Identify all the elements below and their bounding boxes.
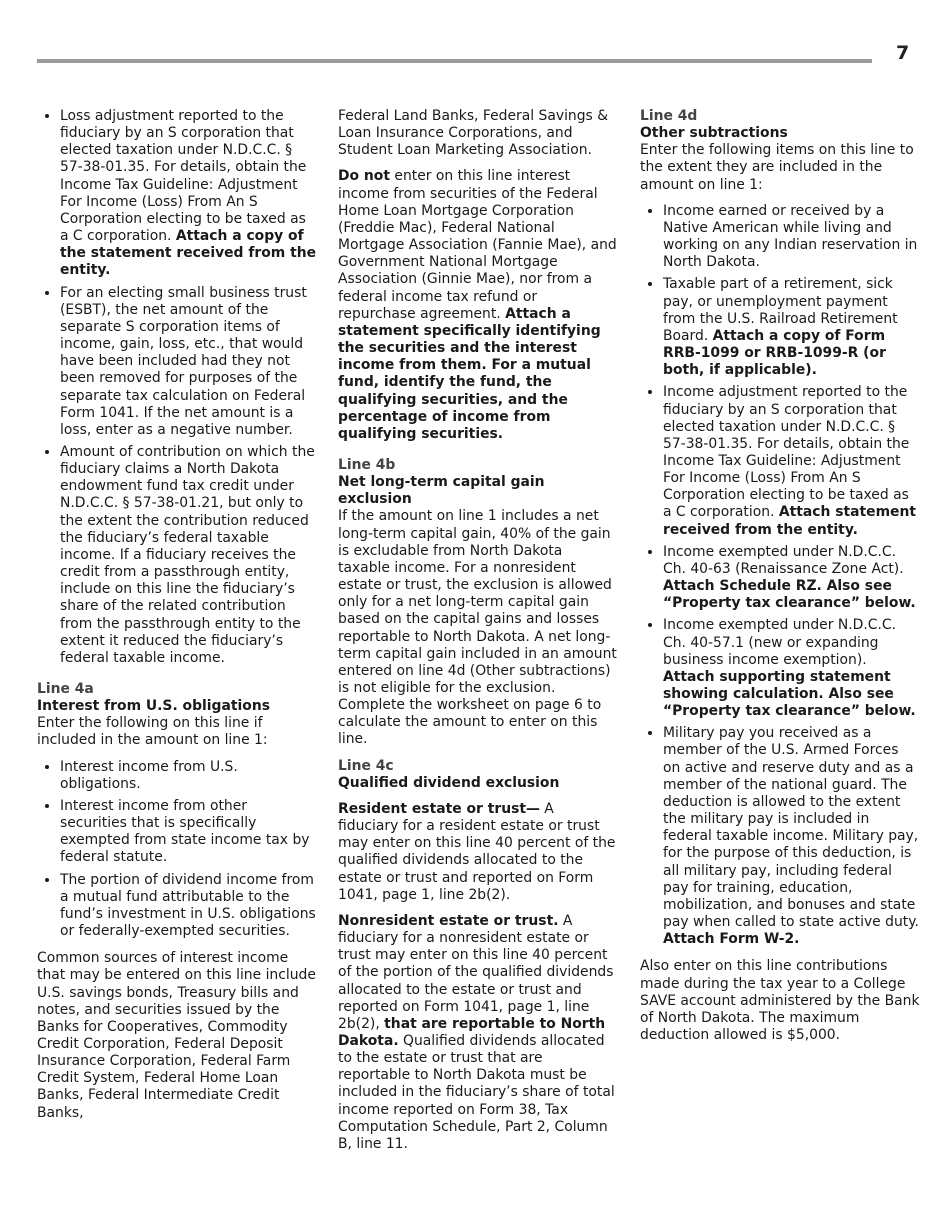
column-1: [37, 108, 317, 1131]
paragraph: Do not enter on this line interest income from securities of the Federal Home Loan Mortgage Corporation (Freddie Mac), Federal National Mortgage Association (Fannie Mae), and Government National Mortgage Association (Ginnie Mae), nor from a federal income tax refund or repurchase agreement. Attach a statement specifically identifying the securities and the interest income from them. For a mutual fund, identify the fund, the qualifying securities, and the percentage of income from qualifying securities.: [338, 168, 617, 442]
header-rule: [37, 59, 872, 63]
list-item: • For an electing small business trust (ESBT), the net amount of the separate S corporation items of income, gain, loss, etc., that would have been included had they not been removed for purposes of the separate tax calculation on Federal Form 1041. If the net amount is a loss, enter as a negative number.: [60, 285, 317, 439]
list-item: • Interest income from other securities that is specifically exempted from state income tax by federal statute.: [60, 798, 317, 867]
column-3: [640, 108, 920, 1053]
paragraph: Resident estate or trust— A fiduciary for a resident estate or trust may enter on this line 40 percent of the qualified dividends allocated to the estate or trust and reported on Form 1041, page 1, line 2b(2).: [338, 800, 616, 903]
list-item: • Loss adjustment reported to the fiduciary by an S corporation that elected taxation under N.D.C.C. § 57-38-01.35. For details, obtain the Income Tax Guideline: Adjustment For Income (Loss) From An S Corporation electing to be taxed as a C corporation. Attach a copy of the statement received from the entity.: [60, 108, 317, 280]
paragraph: Enter the following items on this line to the extent they are included in the amount on line 1:: [640, 142, 914, 193]
list-item: • Interest income from U.S. obligations.: [60, 759, 317, 793]
list-item: • Taxable part of a retirement, sick pay, or unemployment payment from the U.S. Railroad Retirement Board. Attach a copy of Form RRB-1099 or RRB-1099-R (or both, if applicable).: [663, 276, 920, 379]
column-2: [338, 108, 618, 1162]
list-item: • Income adjustment reported to the fiduciary by an S corporation that elected taxation under N.D.C.C. § 57-38-01.35. For details, obtain the Income Tax Guideline: Adjustment For Income (Loss) From An S Corporation electing to be taxed as a C corporation. Attach statement received from the entity.: [663, 384, 920, 538]
paragraph: Common sources of interest income that may be entered on this line include U.S. savings bonds, Treasury bills and notes, and securities issued by the Banks for Cooperatives, Commodity Credit Corporation, Federal Deposit Insurance Corporation, Federal Farm Credit System, Federal Home Loan Banks, Federal Intermediate Credit Banks,: [37, 950, 316, 1121]
list-item: • Military pay you received as a member of the U.S. Armed Forces on active and reserve duty and as a member of the national guard. The deduction is allowed to the extent the military pay is included in federal taxable income. Military pay, for the purpose of this deduction, is all military pay, including federal pay for training, education, mobilization, and bonuses and state pay when called to state active duty. Attach Form W-2.: [663, 725, 920, 948]
bullet-list: [37, 108, 317, 667]
list-item: • Income earned or received by a Native American while living and working on any Indian reservation in North Dakota.: [663, 203, 920, 272]
list-item: • Income exempted under N.D.C.C. Ch. 40-63 (Renaissance Zone Act). Attach Schedule RZ. Also see “Property tax clearance” below.: [663, 544, 920, 613]
paragraph: Nonresident estate or trust. A fiduciary for a nonresident estate or trust may enter on this line 40 percent of the portion of the qualified dividends allocated to the estate or trust and reported on Form 1041, page 1, line 2b(2), that are reportable to North Dakota. Qualified dividends allocated to the estate or trust that are reportable to North Dakota must be included in the fiduciary’s share of total income reported on Form 38, Tax Computation Schedule, Part 2, Column B, line 11.: [338, 912, 615, 1152]
list-item: • Amount of contribution on which the fiduciary claims a North Dakota endowment fund tax credit under N.D.C.C. § 57-38-01.21, but only to the extent the contribution reduced the fiduciary’s federal taxable income. If a fiduciary receives the credit from a passthrough entity, include on this line the fiduciary’s share of the related contribution from the passthrough entity to the extent it reduced the fiduciary’s federal taxable income.: [60, 444, 317, 667]
list-item: • Income exempted under N.D.C.C. Ch. 40-57.1 (new or expanding business income exemption). Attach supporting statement showing calculation. Also see “Property tax clearance” below.: [663, 617, 920, 720]
list-item: • The portion of dividend income from a mutual fund attributable to the fund’s investment in U.S. obligations or federally-exempted securities.: [60, 872, 317, 941]
paragraph: Federal Land Banks, Federal Savings & Loan Insurance Corporations, and Student Loan Marketing Association.: [338, 108, 609, 159]
page-number: 7: [896, 42, 910, 64]
bullet-list: [640, 203, 920, 949]
paragraph: Enter the following on this line if included in the amount on line 1:: [37, 715, 268, 749]
section-heading-line-4d: Line 4d Other subtractions: [640, 108, 788, 142]
section-heading-line-4a: Line 4a Interest from U.S. obligations: [37, 681, 270, 715]
bullet-list: [37, 759, 317, 941]
section-heading-line-4b: Line 4b Net long-term capital gain exclusion: [338, 456, 545, 508]
section-heading-line-4c: Line 4c Qualified dividend exclusion: [338, 757, 560, 791]
paragraph: Also enter on this line contributions made during the tax year to a College SAVE account administered by the Bank of North Dakota. The maximum deduction allowed is $5,000.: [640, 958, 920, 1043]
paragraph: If the amount on line 1 includes a net long-term capital gain, 40% of the gain is excludable from North Dakota taxable income. For a nonresident estate or trust, the exclusion is allowed only for a net long-term capital gain based on the capital gains and losses reportable to North Dakota. A net long-term capital gain included in an amount entered on line 4d (Other subtractions) is not eligible for the exclusion. Complete the worksheet on page 6 to calculate the amount to enter on this line.: [338, 508, 617, 748]
